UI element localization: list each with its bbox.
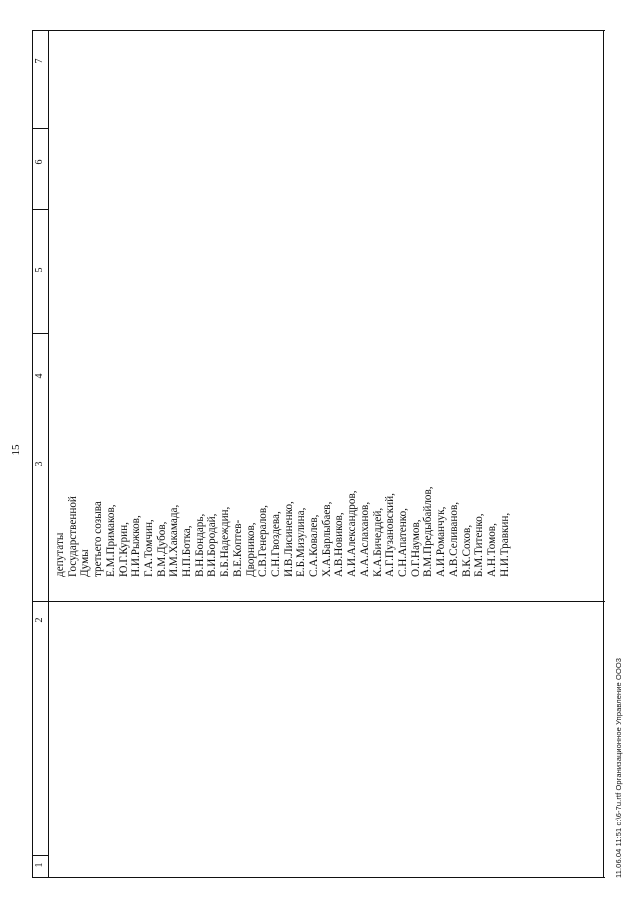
list-item: А.В.Селиванов,: [447, 501, 460, 577]
list-item: Б.М.Титенко,: [473, 513, 486, 577]
list-item: Е.Б.Мизулина,: [295, 507, 308, 577]
column-number-4: 4: [34, 373, 45, 379]
page-number: 15: [10, 444, 22, 456]
list-item: С.А.Ковалев,: [308, 514, 321, 577]
list-item: О.Г.Наумов,: [409, 519, 422, 577]
table: [32, 30, 604, 878]
list-item: С.Н.Гвоздева,: [269, 511, 282, 577]
list-item: Думы: [79, 549, 92, 577]
list-item: Б.Б.Надеждин,: [219, 506, 232, 577]
list-item: С.Н.Апатенко,: [396, 508, 409, 577]
column-divider: [33, 333, 49, 334]
column-divider: [33, 601, 605, 602]
list-item: В.М.Дубов,: [155, 521, 168, 577]
list-item: С.В.Генералов,: [257, 505, 270, 577]
column-number-5: 5: [34, 267, 45, 273]
list-item: Н.И.Травкин,: [498, 512, 511, 577]
names-list: [54, 337, 511, 577]
list-item: Г.А.Томчин,: [142, 519, 155, 577]
list-item: Государственной: [66, 496, 79, 577]
list-item: Дворников,: [244, 522, 257, 577]
list-item: А.А.Аслаханов,: [358, 501, 371, 577]
list-item: В.Н.Бондарь,: [193, 513, 206, 577]
list-item: А.И.Александров,: [346, 490, 359, 577]
column-divider: [33, 209, 49, 210]
list-item: Ю.Г.Курин,: [117, 522, 130, 577]
list-item: В.И.Бородай,: [206, 513, 219, 577]
list-item: В.Е.Коптев-: [231, 519, 244, 577]
footer-file-info: 11.06.04 11:51 c:\6-7u.rtf Организационное Управление ООО3: [614, 657, 623, 878]
column-divider: [33, 30, 605, 31]
column-number-3: 3: [34, 461, 45, 467]
list-item: И.В.Лисиненко,: [282, 501, 295, 577]
list-item: К.А.Бичеддей,: [371, 507, 384, 577]
list-item: Н.И.Рыжков,: [130, 515, 143, 577]
column-number-2: 2: [34, 617, 45, 623]
list-item: И.М.Хакамада,: [168, 504, 181, 577]
column-divider: [33, 877, 605, 878]
list-item: Н.П.Ботка,: [181, 525, 194, 577]
list-item: В.М.Предыбайлов,: [422, 486, 435, 577]
column-divider: [33, 855, 49, 856]
column-number-6: 6: [34, 159, 45, 165]
list-item: А.Г.Пузановский,: [384, 493, 397, 577]
column-number-1: 1: [34, 862, 45, 868]
column-number-7: 7: [34, 58, 45, 64]
list-item: А.В.Новиков,: [333, 512, 346, 577]
list-item: депутаты: [54, 532, 66, 577]
column-divider: [33, 128, 49, 129]
list-item: Х.А.Барлыбаев,: [320, 501, 333, 577]
list-item: А.И.Романчук,: [435, 506, 448, 577]
column-numbers-row: [33, 30, 49, 878]
list-item: В.К.Сохов,: [460, 524, 473, 577]
list-item: третьего созыва: [92, 501, 105, 577]
list-item: А.Н.Томов,: [485, 523, 498, 577]
list-item: Е.М.Примаков,: [104, 504, 117, 577]
